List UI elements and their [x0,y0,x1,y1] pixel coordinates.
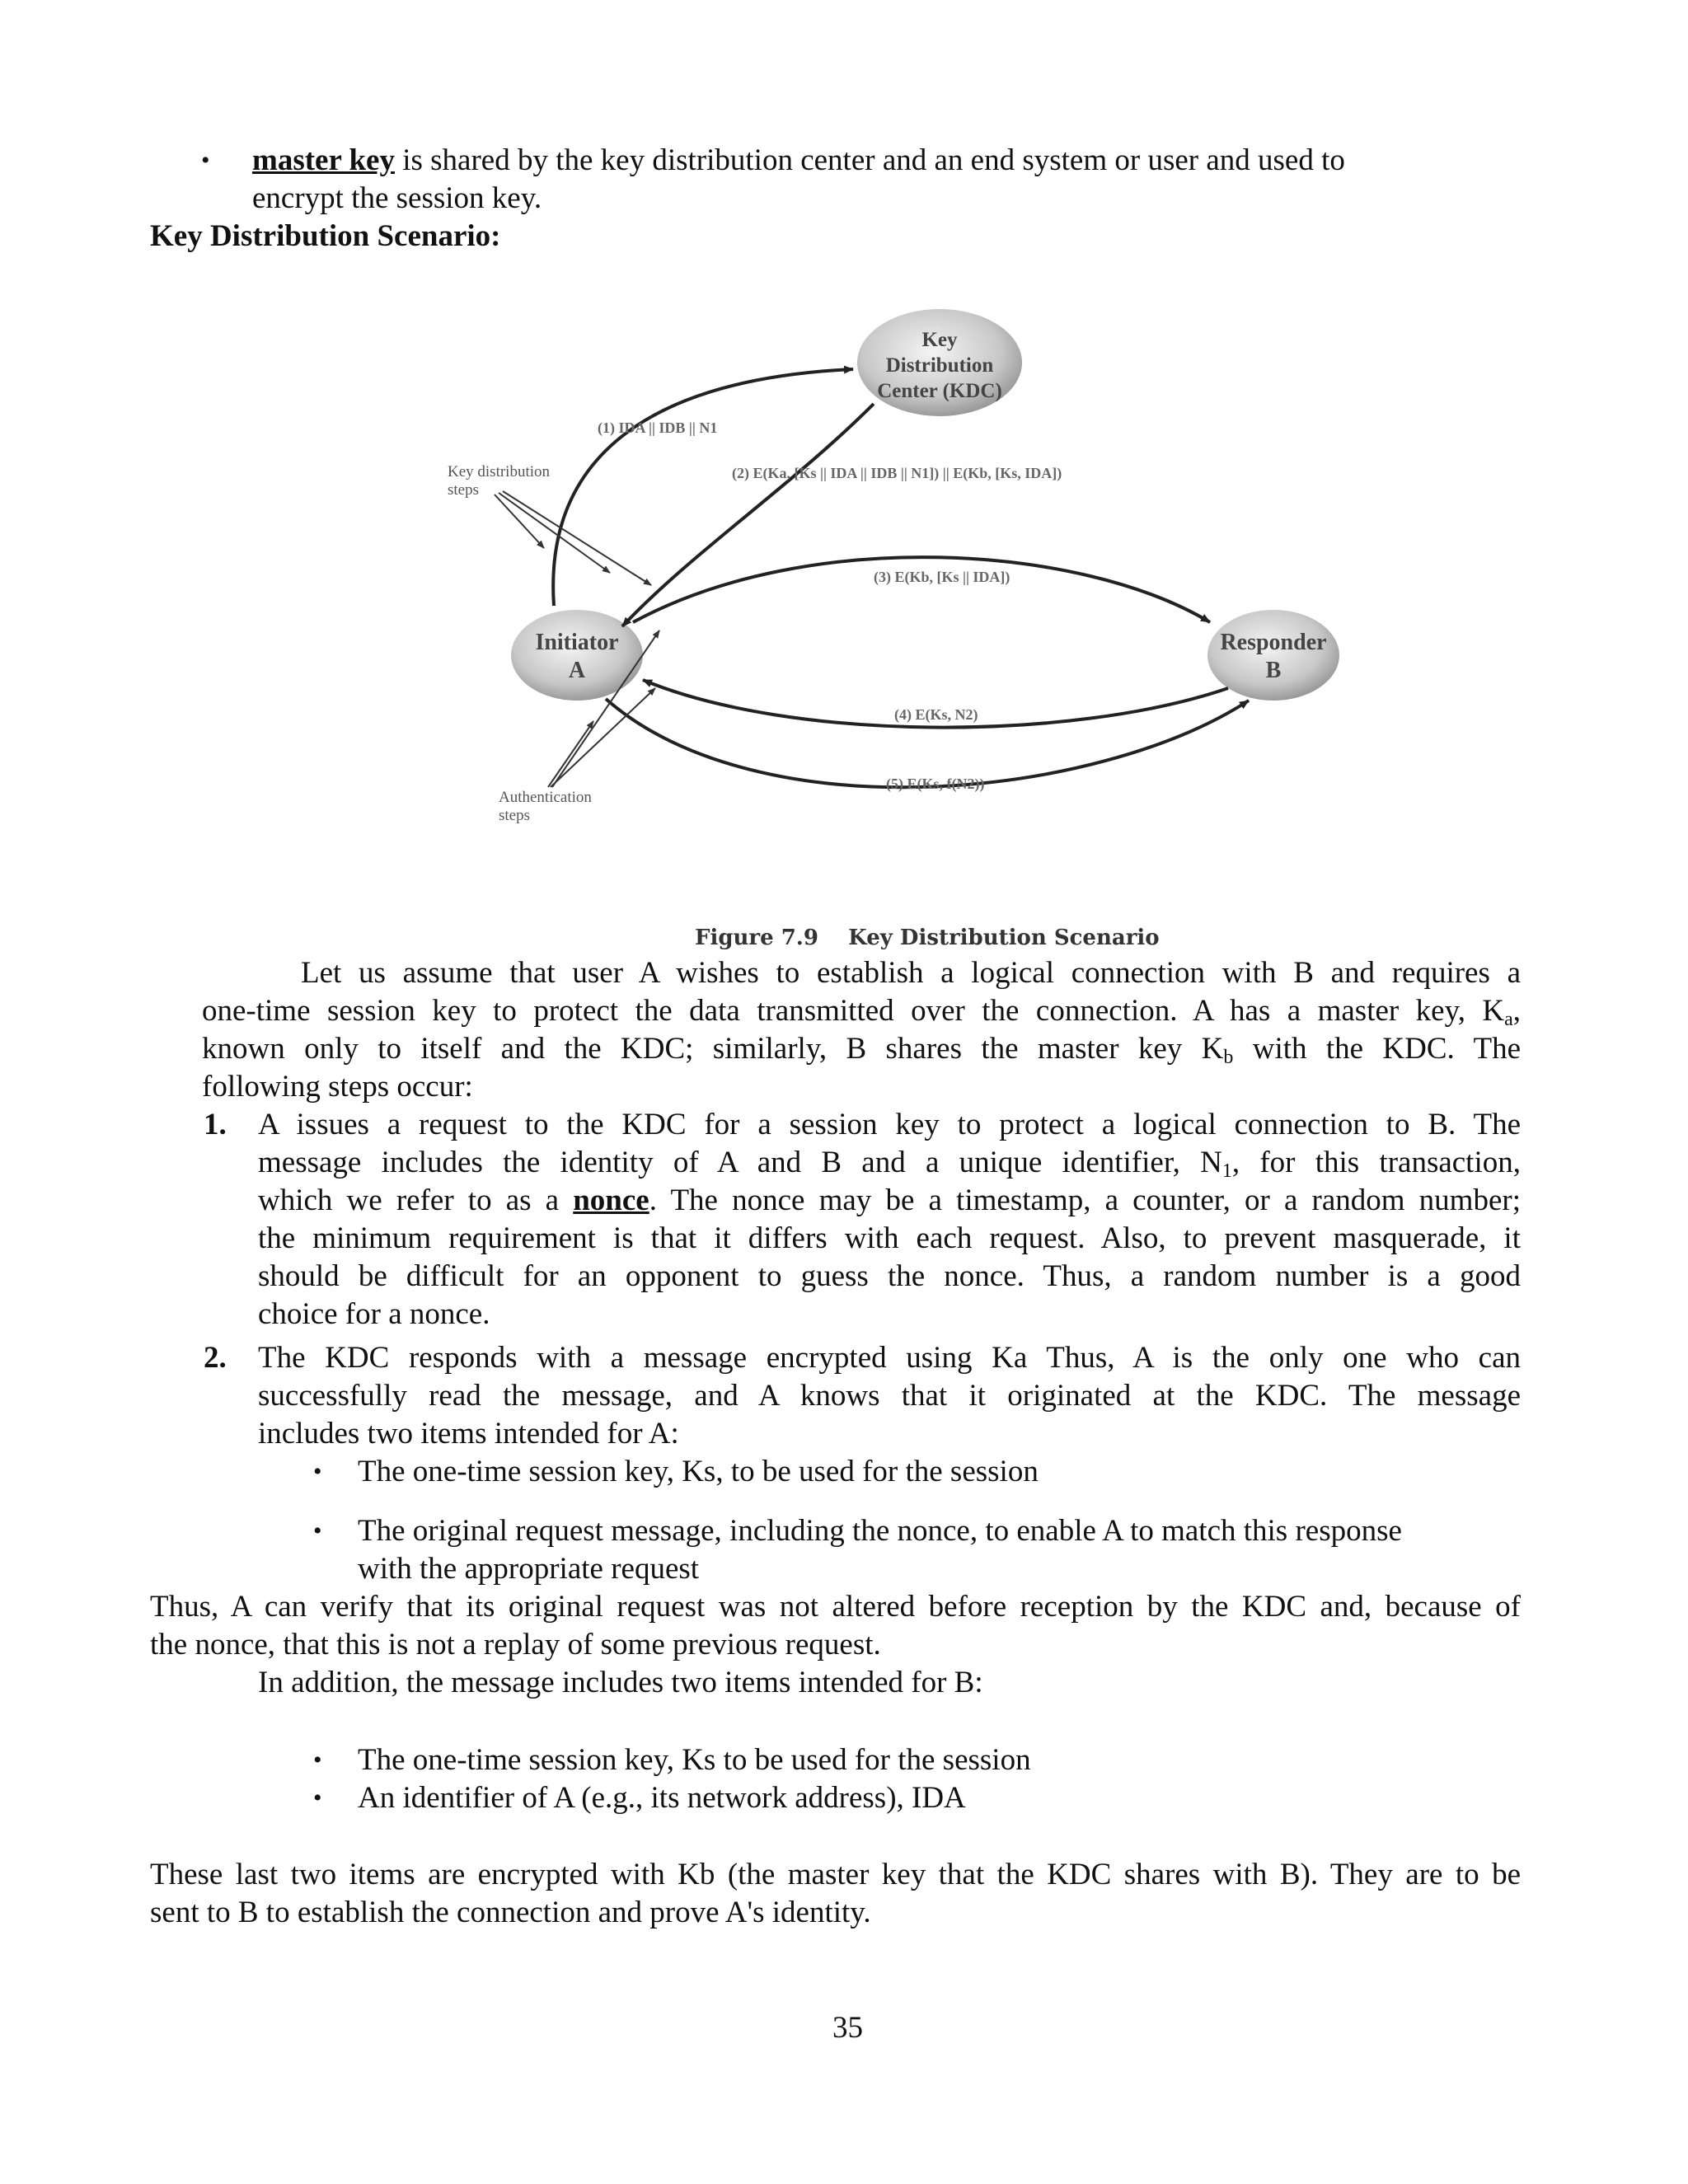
ka-subscript: a [1504,1009,1513,1030]
arrow-step-3 [633,557,1210,622]
nonce-term: nonce [573,1183,649,1217]
intro-line-2-text: one-time session key to protect the data transmitted over the connection. A has a master key, K [202,994,1505,1028]
thus-line-2: the nonce, that this is not a replay of some previous request. [150,1628,881,1661]
intro-line-1: Let us assume that user A wishes to establish a logical connection with B and requires a [301,956,1521,990]
step-1-line-5: should be difficult for an opponent to guess the nonce. Thus, a random number is a good [258,1259,1521,1293]
master-key-term: master key [252,143,395,177]
step-2-line-3: includes two items intended for A: [258,1417,679,1451]
arrow-step-2 [622,404,874,626]
kdc-label-line-2: Distribution [885,354,994,377]
b-item-1: The one-time session key, Ks to be used for the session [358,1743,1031,1777]
master-key-line-1 [252,142,1345,180]
a-item-1: The one-time session key, Ks, to be used for the session [358,1455,1039,1488]
thus-line-1: Thus, A can verify that its original request was not altered before reception by the KDC and, because of [150,1590,1521,1624]
auth-steps-label [499,789,592,824]
step-1-line-2-a: message includes the identity of A and B and a unique identifier, N [258,1146,1222,1179]
step-2-line-1: The KDC responds with a message encrypted using Ka Thus, A is the only one who can [258,1341,1521,1375]
step-1-line-2 [258,1144,1521,1182]
bullet-marker: • [201,147,210,174]
b-item-2-marker: • [313,1784,322,1811]
step-1-line-3 [258,1182,1521,1220]
figure-caption [695,926,1160,950]
master-key-line-2: encrypt the session key. [252,181,542,215]
b-item-1-marker: • [313,1746,322,1774]
auth-steps-label-line-2: steps [499,807,530,824]
step-2-line-2: successfully read the message, and A knows that it originated at the KDC. The message [258,1379,1521,1413]
a-item-2-marker: • [313,1517,322,1544]
page-number: 35 [832,2011,863,2045]
intro-line-2-end: , [1512,994,1521,1028]
figure-caption-title: Key Distribution Scenario [848,926,1160,950]
auth-steps-label-line-1: Authentication [499,789,592,806]
step-1-line-2-b: , for this transaction, [1231,1146,1521,1179]
key-distribution-figure [429,305,1360,948]
figure-caption-number: Figure 7.9 [695,926,818,950]
a-item-2-line-1: The original request message, including the nonce, to enable A to match this response [358,1514,1402,1548]
step-1-line-3-a: which we refer to as a [258,1183,560,1217]
step-3-label: (3) E(Kb, [Ks || IDA]) [874,569,1010,585]
a-item-2-line-2: with the appropriate request [358,1552,700,1586]
last-line-1: These last two items are encrypted with Kb (the master key that the KDC shares with B). They are to be [150,1858,1521,1891]
n1-subscript: 1 [1221,1160,1232,1182]
a-item-1-marker: • [313,1458,322,1485]
step-1-line-4: the minimum requirement is that it differs with each request. Also, to prevent masquerade, it [258,1221,1521,1255]
key-steps-label-line-2: steps [448,481,479,499]
step-1-line-6: choice for a nonce. [258,1297,490,1331]
initiator-label-line-2: A [568,658,586,683]
step-4-label: (4) E(Ks, N2) [894,706,978,723]
step-1-label: (1) IDA || IDB || N1 [598,419,718,436]
kdc-label-line-3: Center (KDC) [877,380,1002,402]
step-2-number: 2. [204,1341,227,1375]
kdc-label-line-1: Key [921,329,958,351]
addition-paragraph: In addition, the message includes two items intended for B: [258,1666,983,1699]
intro-line-3 [202,1030,1521,1068]
intro-line-3-b: with the KDC. The [1252,1032,1521,1066]
master-key-text: is shared by the key distribution center and an end system or user and used to [402,143,1345,177]
initiator-label-line-1: Initiator [535,630,619,655]
kb-subscript: b [1223,1047,1234,1068]
step-1-line-3-b: . The nonce may be a timestamp, a counter, or a random number; [649,1183,1521,1217]
step-2-label: (2) E(Ka, [Ks || IDA || IDB || N1]) || E(Kb, [Ks, IDA]) [732,465,1062,481]
b-item-2: An identifier of A (e.g., its network address), IDA [358,1781,966,1815]
responder-label-line-2: B [1265,658,1282,683]
last-line-2: sent to B to establish the connection and prove A's identity. [150,1896,871,1929]
section-heading: Key Distribution Scenario: [150,219,501,253]
step-1-line-1: A issues a request to the KDC for a session key to protect a logical connection to B. The [258,1108,1521,1141]
intro-line-3-a: known only to itself and the KDC; similarly, B shares the master key K [202,1032,1224,1066]
responder-label-line-1: Responder [1220,630,1327,655]
arrow-step-1 [553,369,853,606]
intro-line-2 [202,992,1521,1030]
step-5-label: (5) E(Ks, f(N2)) [886,776,985,792]
intro-line-4: following steps occur: [202,1070,473,1104]
step-1-number: 1. [204,1108,227,1141]
key-steps-label-line-1: Key distribution [448,463,551,480]
key-steps-pointers [495,491,651,585]
